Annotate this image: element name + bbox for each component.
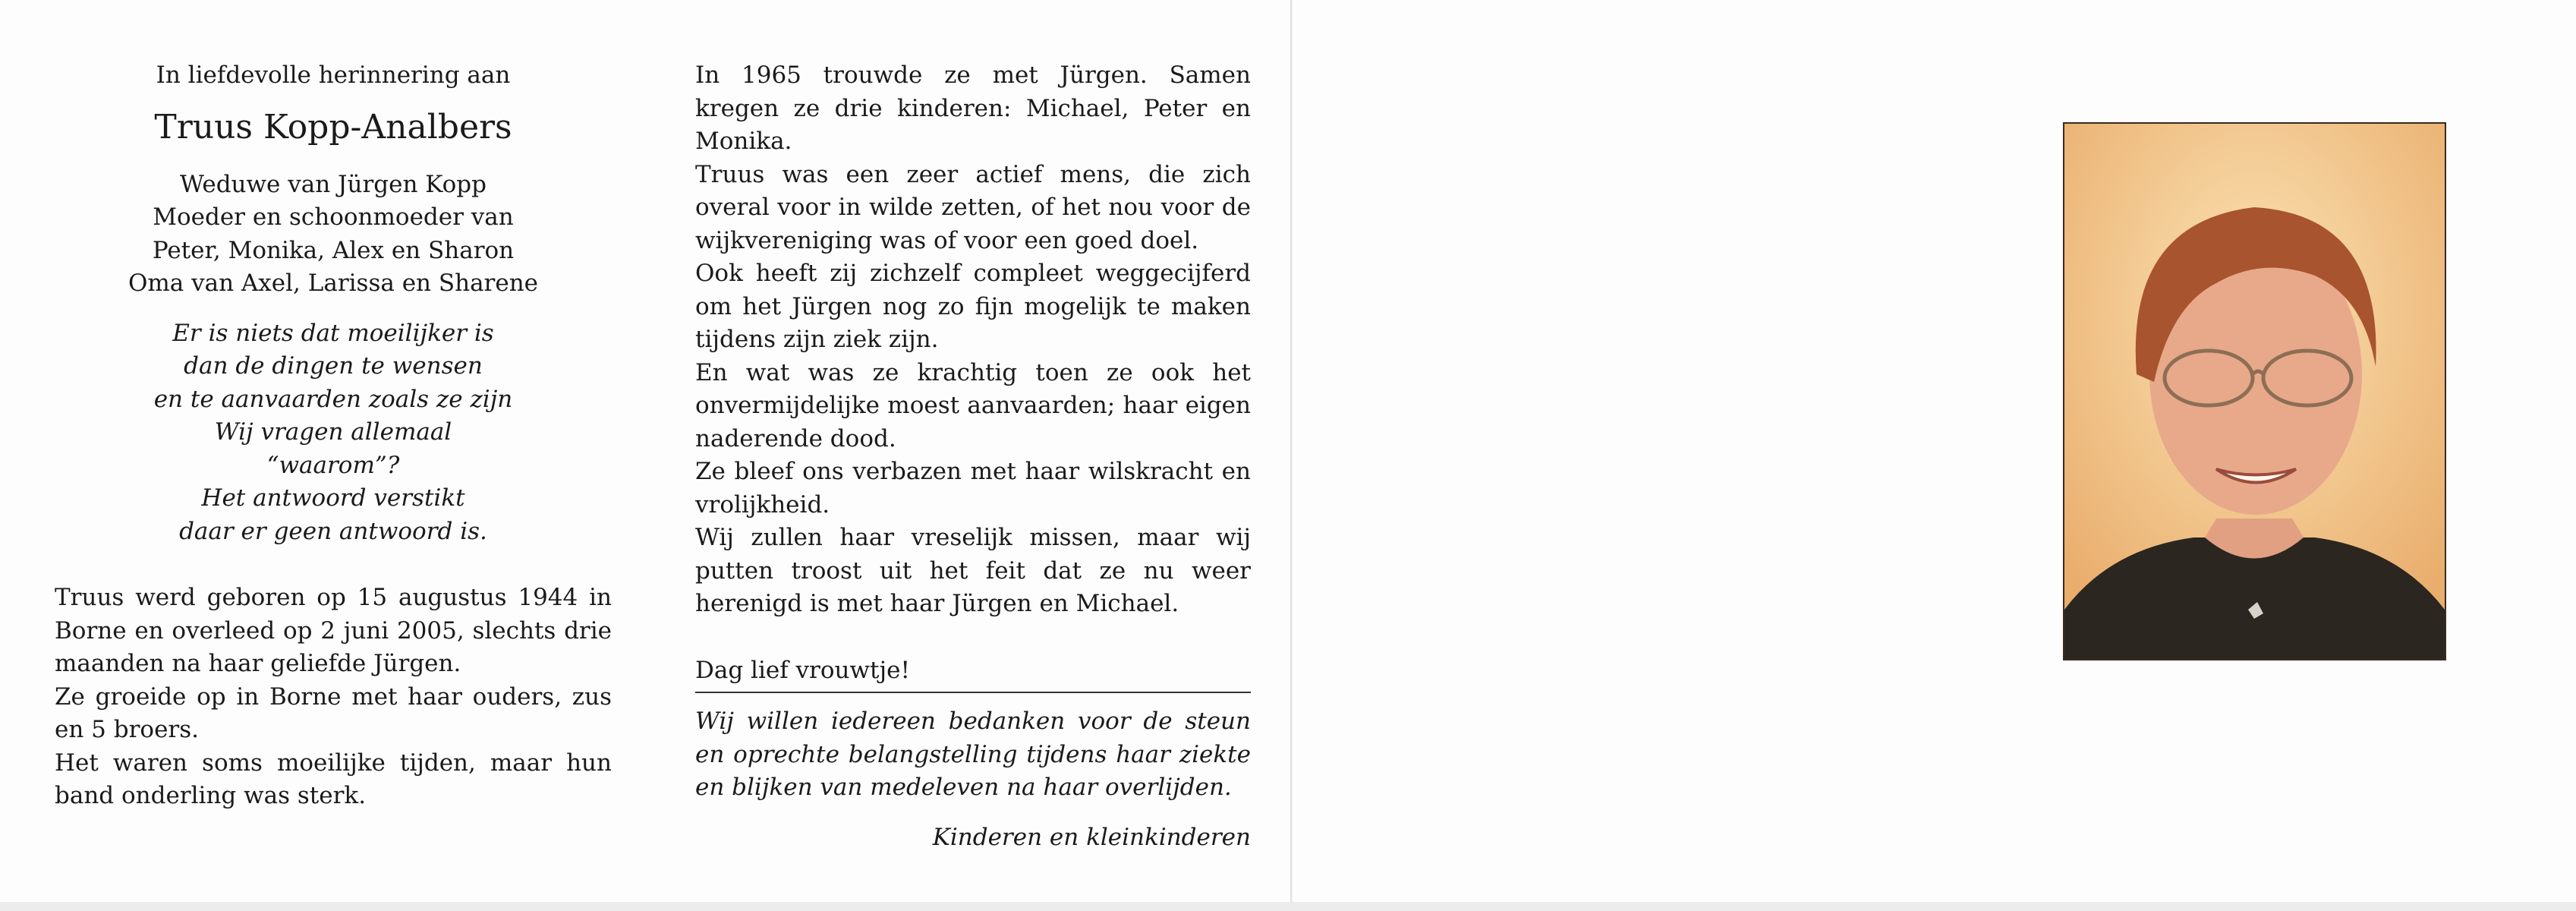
poem-line: “waarom”? [266,451,400,479]
relation-line: Moeder en schoonmoeder van [153,203,514,231]
poem-line: en te aanvaarden zoals ze zijn [153,385,513,413]
story-paragraph: Truus was een zeer actief mens, die zich overal voor in wilde zetten, of het nou voor de wijkvereniging was of voor een goed doel. [695,160,1251,254]
deceased-name: Truus Kopp-Analbers [154,107,512,147]
bio-paragraph: Het waren soms moeilijke tijden, maar hun band onderling was sterk. [55,749,612,809]
poem [55,317,612,549]
farewell-text: Dag lief vrouwtje! [695,656,910,684]
thanks-text: Wij willen iedereen bedanken voor de steun en oprechte belangstelling tijdens haar ziekte en blijken van medeleven na haar overlijden. [695,708,1251,801]
card-fold [1290,0,1293,911]
middle-panel [695,59,1251,878]
relation-line: Oma van Axel, Larissa en Sharene [128,270,539,297]
poem-line: dan de dingen te wensen [184,352,483,380]
relation-line: Peter, Monika, Alex en Sharon [152,236,515,264]
left-panel [55,59,612,813]
story-paragraph: In 1965 trouwde ze met Jürgen. Samen kregen ze drie kinderen: Michael, Peter en Monika. [695,61,1251,155]
story-paragraph: Wij zullen haar vreselijk missen, maar wij putten troost uit het feit dat ze nu weer herenigd is met haar Jürgen en Michael. [695,524,1251,617]
poem-line: Het antwoord verstikt [201,484,465,512]
card-bottom-edge [0,902,2576,911]
intro-text: In liefdevolle herinnering aan [156,61,511,89]
bio-paragraph: Ze groeide op in Borne met haar ouders, zus en 5 broers. [55,682,612,743]
poem-line: Er is niets dat moeilijker is [172,319,494,347]
poem-line: daar er geen antwoord is. [179,517,487,545]
story-paragraph: Ze bleef ons verbazen met haar wilskracht en vrolijkheid. [695,458,1251,519]
poem-line: Wij vragen allemaal [214,418,452,446]
signature: Kinderen en kleinkinderen [932,823,1251,851]
bio-paragraph: Truus werd geboren op 15 augustus 1944 in Borne en overleed op 2 juni 2005, slechts drie maanden na haar geliefde Jürgen. [55,584,612,677]
relation-line: Weduwe van Jürgen Kopp [180,170,487,198]
story-paragraph: Ook heeft zij zichzelf compleet weggecijferd om het Jürgen nog zo fijn mogelijk te maken tijdens zijn ziek zijn. [695,260,1251,353]
life-story [695,59,1251,621]
divider [695,692,1251,693]
story-paragraph: En wat was ze krachtig toen ze ook het onvermijdelijke moest aanvaarden; haar eigen naderende dood. [695,358,1251,452]
portrait-photo [2063,122,2446,660]
relations [55,169,612,301]
portrait-illustration [2064,124,2445,659]
biography [55,582,612,813]
